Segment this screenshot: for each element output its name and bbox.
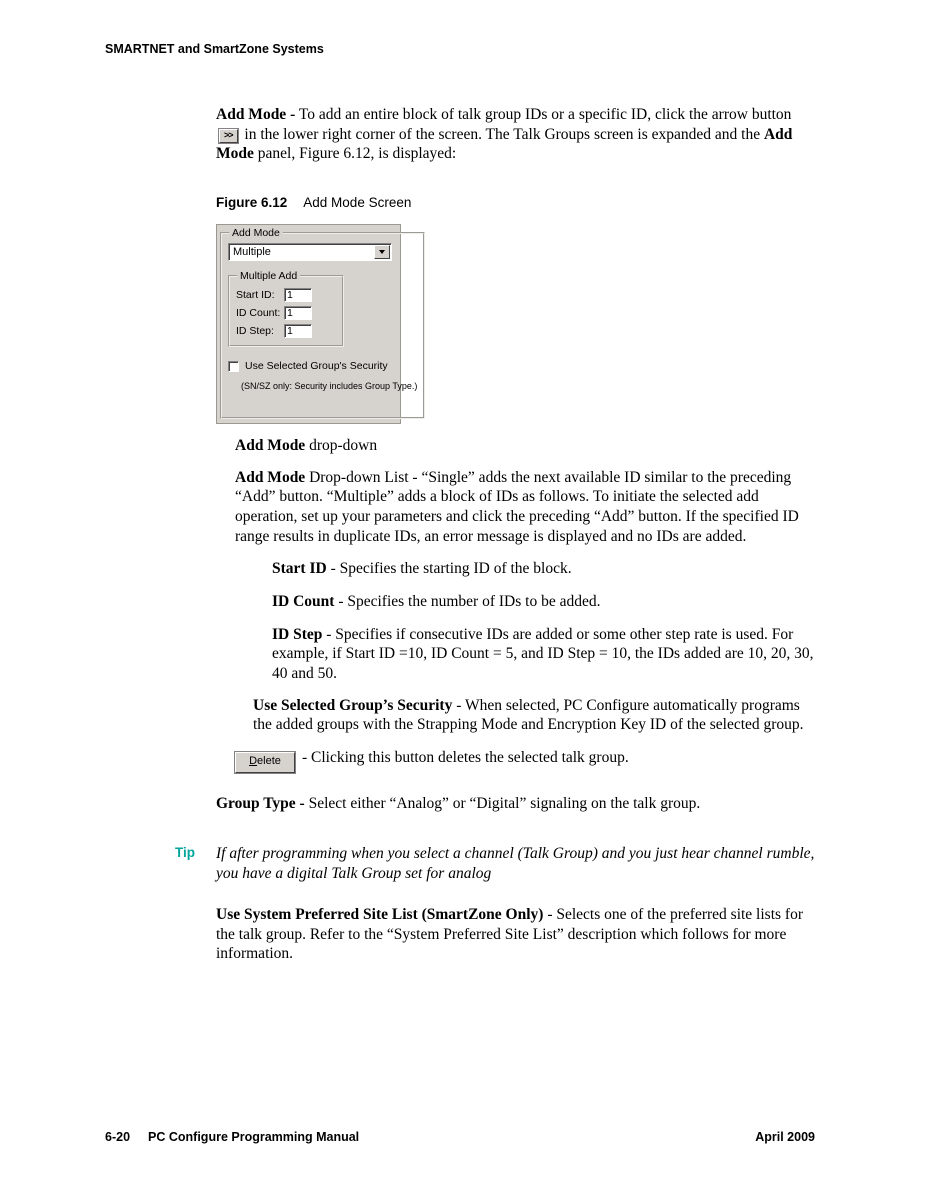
dialog-note: (SN/SZ only: Security includes Group Type.) xyxy=(241,381,418,392)
start-id-item xyxy=(272,559,816,579)
id-count-term: ID Count xyxy=(272,593,335,611)
figure-caption xyxy=(216,195,816,210)
multiple-add-groupbox-label: Multiple Add xyxy=(240,270,298,283)
security-paragraph xyxy=(253,696,816,735)
footer-page-number: 6-20 xyxy=(105,1130,131,1144)
system-preferred-paragraph xyxy=(216,905,816,964)
add-mode-groupbox-label: Add Mode xyxy=(232,227,280,240)
intro-text-b: in the lower right corner of the screen. The Talk Groups screen is expanded and the xyxy=(240,125,764,143)
id-step-label: ID Step: xyxy=(236,325,274,338)
security-checkbox-row xyxy=(228,360,417,372)
start-id-input[interactable] xyxy=(284,288,312,302)
addmode-para-text: Drop-down List - “Single” adds the next available ID similar to the preceding “Add” button. “Multiple” adds a block of IDs as follows. To initiate the selected add operation, set up your parameters and click the preceding “Add” button. If the specified ID range results in duplicate IDs, an error message is displayed and no IDs are added. xyxy=(235,468,799,545)
intro-text-c: panel, Figure 6.12, is displayed: xyxy=(253,145,457,163)
id-count-row xyxy=(236,306,336,320)
id-count-label: ID Count: xyxy=(236,307,281,320)
intro-paragraph xyxy=(216,105,816,164)
security-checkbox-label: Use Selected Group's Security xyxy=(245,360,388,373)
id-count-text: - Specifies the number of IDs to be added. xyxy=(334,593,601,611)
system-preferred-term: Use System Preferred Site List (SmartZone Only) xyxy=(216,906,544,923)
id-count-item xyxy=(272,592,816,612)
tip-text: If after programming when you select a channel (Talk Group) and you just hear channel rumble, you have a digital Talk Group set for analog xyxy=(216,844,815,882)
start-id-text: - Specifies the starting ID of the block. xyxy=(326,560,572,578)
delete-text: - Clicking this button deletes the selected talk group. xyxy=(302,749,629,767)
add-mode-groupbox xyxy=(220,227,425,419)
page-content xyxy=(175,105,816,964)
add-mode-dropdown[interactable] xyxy=(228,243,392,261)
security-term: Use Selected Group’s Security xyxy=(253,696,453,714)
tip-label: Tip xyxy=(175,844,195,860)
addmode-dropdown-paragraph xyxy=(235,468,816,547)
start-id-term: Start ID xyxy=(272,560,327,578)
system-preferred-text: - Selects one of the preferred site lists for the talk group. Refer to the “System Preferred Site List” description which follows for more information. xyxy=(216,906,803,963)
dropdown-selected-value: Multiple xyxy=(233,246,271,259)
group-type-paragraph xyxy=(216,794,816,814)
addmode-heading-term: Add Mode xyxy=(235,437,306,455)
delete-button[interactable]: Delete xyxy=(235,752,295,773)
id-step-text: - Specifies if consecutive IDs are added or some other step rate is used. For example, if Start ID =10, ID Count = 5, and ID Step = 10, the IDs added are 10, 20, 30, 40 and 50. xyxy=(272,625,814,683)
page-footer xyxy=(105,1130,815,1144)
intro-term-2: Add Mode xyxy=(216,125,793,163)
footer-date: April 2009 xyxy=(755,1130,815,1144)
id-count-input[interactable] xyxy=(284,306,312,320)
footer-manual-title: PC Configure Programming Manual xyxy=(148,1130,360,1144)
add-mode-dialog-screenshot xyxy=(216,224,418,424)
id-step-term: ID Step xyxy=(272,625,323,643)
page-header: SMARTNET and SmartZone Systems xyxy=(105,42,324,56)
group-type-text: Select either “Analog” or “Digital” signaling on the talk group. xyxy=(304,795,701,813)
multiple-add-groupbox xyxy=(228,270,344,347)
addmode-para-term: Add Mode xyxy=(235,468,306,486)
security-text: - When selected, PC Configure automatically programs the added groups with the Strapping Mode and Encryption Key ID of the selected group. xyxy=(253,696,804,734)
expand-arrow-button[interactable]: >> xyxy=(219,129,238,143)
figure-title: Add Mode Screen xyxy=(303,195,412,211)
footer-left xyxy=(105,1130,359,1144)
id-step-row xyxy=(236,324,336,338)
id-step-input[interactable] xyxy=(284,324,312,338)
intro-term: Add Mode - xyxy=(216,106,296,123)
start-id-row xyxy=(236,288,336,302)
delete-paragraph xyxy=(235,748,816,773)
security-checkbox[interactable] xyxy=(228,361,239,372)
chevron-down-icon xyxy=(379,250,385,254)
figure-label: Figure 6.12 xyxy=(216,195,288,211)
addmode-heading-rest: drop-down xyxy=(305,437,378,455)
id-step-item xyxy=(272,625,816,684)
intro-text-a: To add an entire block of talk group IDs or a specific ID, click the arrow button xyxy=(295,106,792,123)
addmode-dropdown-heading xyxy=(235,436,816,456)
start-id-label: Start ID: xyxy=(236,289,275,302)
group-type-term: Group Type - xyxy=(216,795,305,813)
dropdown-arrow-button[interactable] xyxy=(374,245,390,259)
tip-block xyxy=(175,844,816,884)
